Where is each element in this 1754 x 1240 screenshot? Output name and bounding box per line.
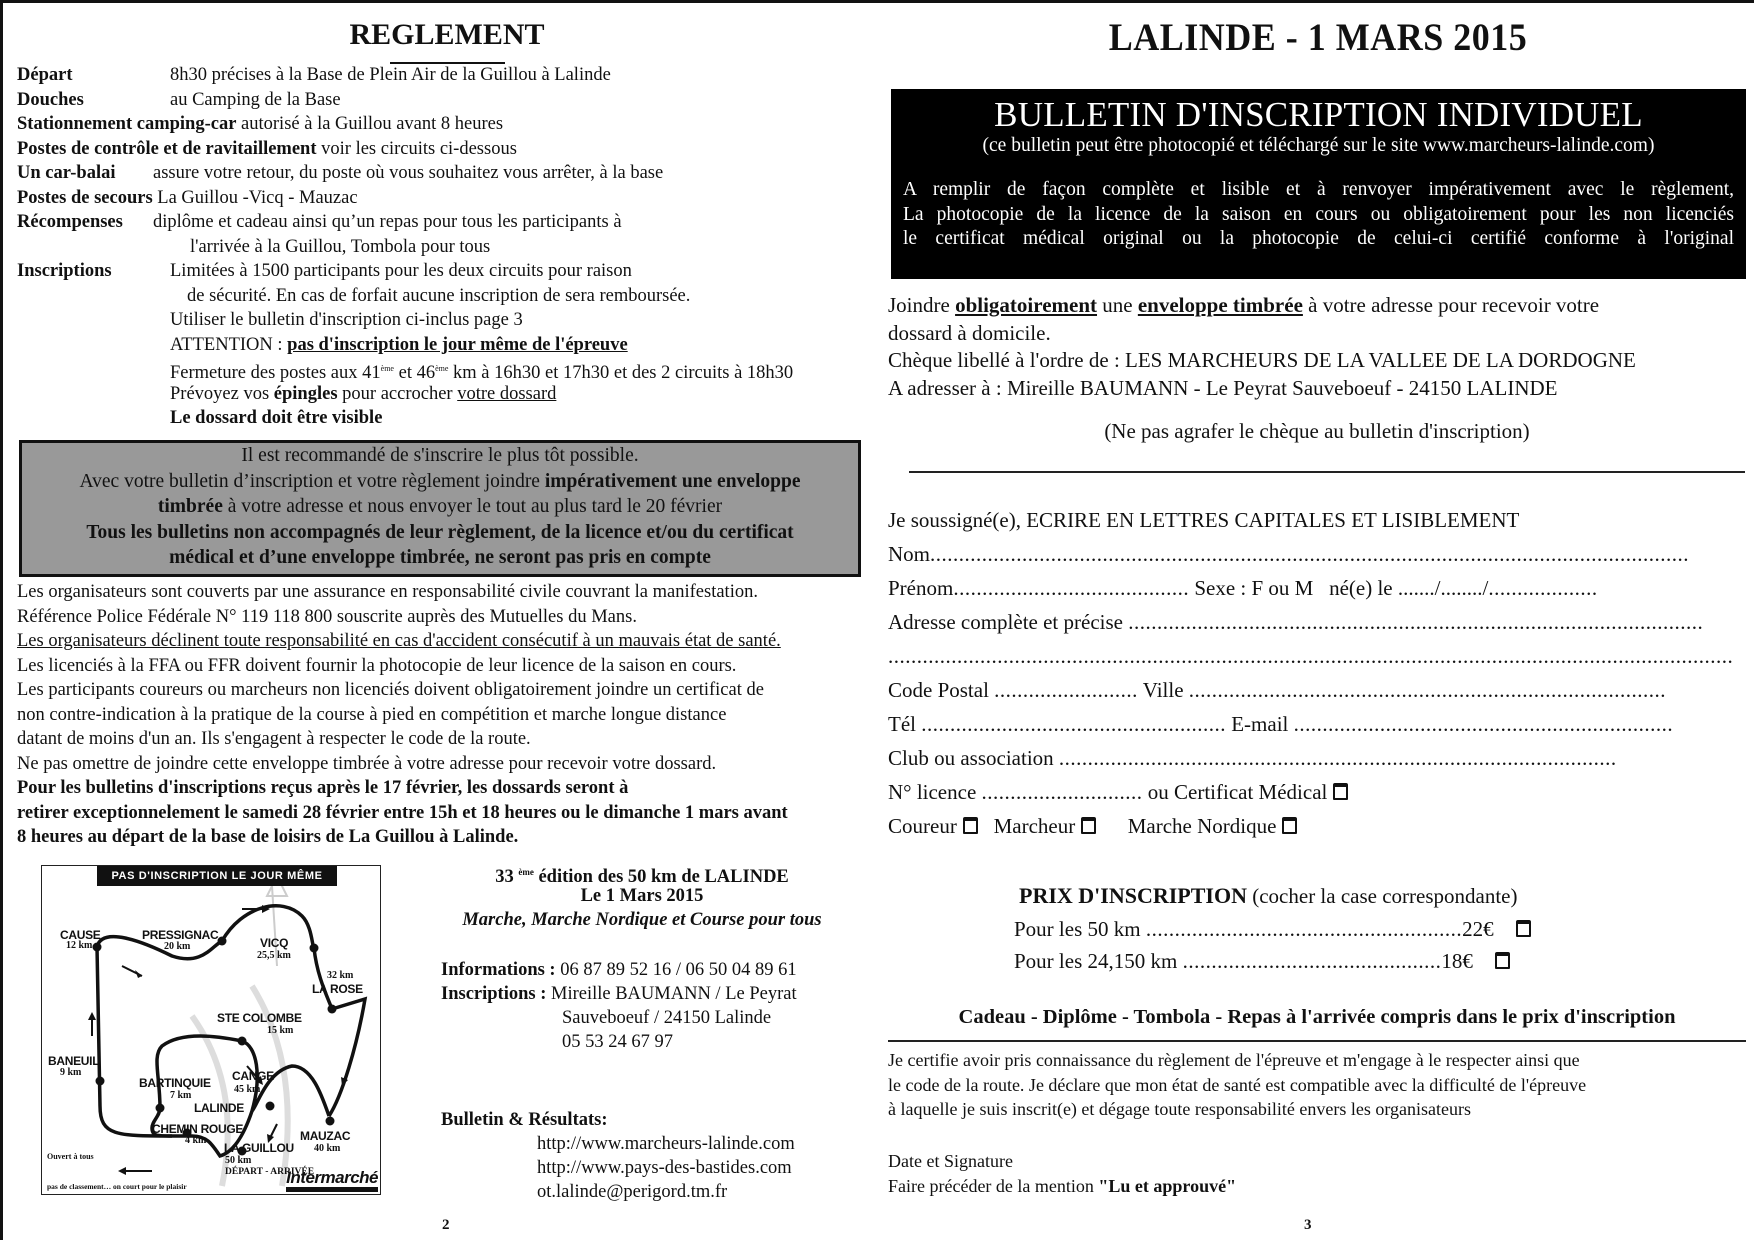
price-label: Pour les 50 km	[1014, 917, 1141, 941]
notice-line: Tous les bulletins non accompagnés de leur règlement, de la licence et/ou du certificat	[86, 521, 794, 543]
event-subtitle: Marche, Marche Nordique et Course pour tous	[462, 910, 822, 930]
form-intro: Je soussigné(e), ECRIRE EN LETTRES CAPITALES ET LISIBLEMENT	[888, 508, 1520, 532]
notice-line	[22, 494, 858, 520]
paragraph: Ne pas omettre de joindre cette enveloppe timbrée à votre adresse pour recevoir votre dossard.	[17, 753, 717, 774]
field-prenom-sexe-naissance[interactable]: Prénom......................................... Sexe : F ou M né(e) le ......./......../...................	[888, 576, 1598, 600]
rule-text: diplôme et cadeau ainsi qu’un repas pour tous les participants à	[153, 212, 622, 232]
notice-text: à votre adresse et nous envoyer le tout au plus tard le 20 février	[222, 496, 723, 517]
inscriptions-line: Utiliser le bulletin d'inscription ci-inclus page 3	[170, 310, 523, 330]
rule-douches	[17, 88, 341, 113]
map-place-km: 9 km	[60, 1067, 82, 1078]
mention-line	[888, 1174, 1236, 1199]
rule-text: au Camping de la Base	[170, 89, 341, 110]
map-place-name: BARTINQUIE	[139, 1076, 211, 1090]
notice-line: médical et d’une enveloppe timbrée, ne seront pas pris en compte	[169, 547, 711, 568]
prices-title	[1019, 882, 1518, 911]
field-tel-email[interactable]: Tél ..................................................... E-mail ..................................................................	[888, 712, 1674, 736]
map-place-name: LA ROSE	[312, 982, 363, 996]
checkbox-label: Marche Nordique	[1127, 814, 1277, 838]
price-value: 22€	[1462, 917, 1494, 941]
bulletin-subtitle: (ce bulletin peut être photocopié et téléchargé sur le site www.marcheurs-lalinde.com)	[982, 135, 1655, 156]
epingles-line	[170, 382, 556, 407]
inscriptions-address: Sauveboeuf / 24150 Lalinde	[562, 1008, 772, 1028]
page-number: 3	[1304, 1217, 1312, 1233]
results-label: Bulletin & Résultats:	[441, 1110, 608, 1130]
instruction-line: La photocopie de la licence de la saison en cours ou obligatoirement pour les non licenciés	[903, 203, 1734, 225]
map-place-name: CANGE	[232, 1069, 274, 1083]
field-label: N° licence	[888, 780, 977, 804]
map-open-note: Ouvert à tous	[47, 1152, 94, 1161]
page-border-left	[0, 0, 3, 1240]
cheque-order: Chèque libellé à l'ordre de : LES MARCHEURS DE LA VALLEE DE LA DORDOGNE	[888, 348, 1636, 372]
rule-stationnement	[17, 112, 503, 137]
rule-text: La Guillou -Vicq - Mauzac	[157, 187, 358, 208]
email-link[interactable]: ot.lalinde@perigord.tm.fr	[537, 1182, 728, 1202]
attention-text: pas d'inscription le jour même de l'épreuve	[287, 334, 628, 355]
inscriptions-line: de sécurité. En cas de forfait aucune inscription de sera remboursée.	[187, 285, 691, 306]
rule-label: Inscriptions	[17, 261, 112, 281]
attention-prefix: ATTENTION :	[170, 334, 288, 355]
map-place-km: 12 km	[66, 940, 93, 951]
map-place-name: 20 km	[164, 941, 191, 952]
right-page	[888, 0, 1748, 1240]
edition-number: 33	[495, 867, 514, 888]
rule-text-cont: l'arrivée à la Guillou, Tombola pour tous	[190, 236, 491, 257]
paragraph: Les organisateurs sont couverts par une assurance en responsabilité civile couvrant la manifestation.	[17, 582, 758, 602]
fermeture-text: et 46	[393, 363, 436, 384]
notice-bold: impérativement une enveloppe	[544, 470, 801, 492]
map-place-name: CAUSE	[60, 928, 101, 942]
bold-paragraph: 8 heures au départ de la base de loisirs de La Guillou à Lalinde.	[17, 827, 519, 847]
course-map	[41, 865, 381, 1195]
coureur-checkbox[interactable]	[963, 817, 978, 834]
map-place-name: MAUZAC	[300, 1129, 351, 1143]
price-value: 18€	[1441, 949, 1473, 973]
event-date: Le 1 Mars 2015	[580, 886, 704, 906]
certify-line: le code de la route. Je déclare que mon état de santé est compatible avec la difficulté de l'épreuve	[888, 1074, 1587, 1095]
field-adresse-line2[interactable]: ...................................................................................................................................................	[888, 644, 1734, 668]
checkbox-label: Coureur	[888, 814, 957, 838]
superscript: ème	[518, 867, 534, 877]
page-number: 2	[442, 1217, 450, 1233]
field-label: Sexe : F ou M	[1194, 576, 1314, 600]
reglement-title: REGLEMENT	[349, 18, 545, 51]
link-marcheurs[interactable]: http://www.marcheurs-lalinde.com	[537, 1134, 795, 1154]
map-place-km: 32 km	[327, 970, 354, 981]
certify-line: à laquelle je suis inscrit(e) et dégage toute responsabilité envers les organisateurs	[888, 1099, 1471, 1119]
dots: ....................................................................................................................................	[930, 542, 1689, 566]
dossard-visible: Le dossard doit être visible	[170, 408, 383, 428]
notice-bold: timbrée	[157, 496, 223, 517]
inscriptions-phone: 05 53 24 67 97	[562, 1032, 673, 1052]
rule-depart	[17, 63, 611, 88]
fermeture-text: km à 16h30 et 17h30 et des 2 circuits à 18h30	[448, 363, 794, 384]
rule-text: voir les circuits ci-dessous	[321, 138, 517, 159]
price-24km-checkbox[interactable]	[1495, 952, 1510, 969]
notice-box	[19, 440, 861, 577]
inscriptions-line	[441, 982, 797, 1006]
epingles-text: Prévoyez vos	[170, 383, 274, 404]
notice-line: Il est recommandé de s'inscrire le plus tôt possible.	[241, 445, 639, 466]
map-place-name: BANEUIL	[48, 1054, 100, 1068]
field-label: Ville	[1142, 678, 1184, 702]
price-label: Pour les 24,150 km	[1014, 949, 1178, 973]
joindre-bold: enveloppe timbrée	[1137, 293, 1303, 317]
marcheur-checkbox[interactable]	[1081, 817, 1096, 834]
rule-label: Récompenses	[17, 212, 123, 232]
info-line	[441, 958, 797, 982]
paragraph: datant de moins d'un an. Ils s'engagent à respecter le code de la route.	[17, 729, 531, 749]
map-place-km: 7 km	[170, 1090, 192, 1101]
superscript: ème	[435, 364, 449, 373]
send-address: A adresser à : Mireille BAUMANN - Le Peyrat Sauveboeuf - 24150 LALINDE	[888, 375, 1558, 400]
certificat-checkbox[interactable]	[1333, 783, 1348, 800]
bold-paragraph: Pour les bulletins d'inscriptions reçus après le 17 février, les dossards seront à	[17, 778, 629, 798]
rule-text: 8h30 précises à la Base de Plein Air de la Guillou à Lalinde	[170, 65, 611, 85]
prices-note: (cocher la case correspondante)	[1246, 884, 1518, 908]
notice-text: Avec votre bulletin d’inscription et votre règlement joindre	[79, 470, 545, 492]
map-place-km: 50 km	[225, 1155, 252, 1166]
map-no-ranking-note: pas de classement… on court pour le plaisir	[47, 1182, 187, 1191]
rule-recompenses	[17, 210, 622, 257]
field-label: Club ou association	[888, 746, 1054, 770]
bulletin-instructions	[891, 178, 1746, 252]
map-place-name: STE COLOMBE	[217, 1011, 302, 1025]
joindre-text: à votre adresse pour recevoir votre	[1302, 293, 1600, 317]
rule-label: Postes de contrôle et de ravitaillement	[17, 138, 317, 159]
map-place-name: LA GUILLOU	[224, 1141, 294, 1155]
epingles-bold: épingles	[273, 383, 338, 404]
price-50km-checkbox[interactable]	[1516, 920, 1531, 937]
rule-text: autorisé à la Guillou avant 8 heures	[241, 114, 504, 134]
field-label: E-mail	[1231, 712, 1289, 736]
event-title: LALINDE - 1 MARS 2015	[1108, 15, 1528, 59]
map-place-name: LALINDE	[194, 1101, 244, 1115]
rule-secours	[17, 186, 358, 211]
fermeture-text: Fermeture des postes aux 41	[170, 363, 381, 384]
map-place-name: VICQ	[260, 936, 289, 950]
paragraph: Les participants coureurs ou marcheurs non licenciés doivent obligatoirement joindre un certificat de	[17, 680, 764, 700]
map-place-name: CHEMIN ROUGE	[152, 1122, 244, 1136]
depart-arrivee: DÉPART - ARRIVÉE	[225, 1167, 315, 1177]
route-line	[97, 906, 365, 1156]
price-row-50km: Pour les 50 km .......................................................22€	[1014, 916, 1531, 944]
joindre-text: Joindre	[888, 293, 956, 317]
field-nom[interactable]	[888, 539, 1746, 569]
rule-inscriptions	[17, 259, 794, 428]
joindre-text: une	[1097, 293, 1138, 317]
inscriptions-label: Inscriptions :	[441, 984, 551, 1004]
map-place-km: 25,5 km	[257, 950, 291, 961]
rule-label: Stationnement camping-car	[17, 114, 237, 134]
map-place-km: 45 km	[234, 1084, 261, 1095]
rule-car-balai	[17, 161, 664, 186]
rule-label: Postes de secours	[17, 187, 153, 208]
field-club[interactable]: Club ou association .................................................................................................	[888, 746, 1617, 770]
field-label: Prénom	[888, 576, 954, 600]
attention-line	[170, 333, 628, 358]
inscriptions-address: Mireille BAUMANN / Le Peyrat	[551, 984, 797, 1004]
field-label: Tél	[888, 712, 916, 736]
rule-text: assure votre retour, du poste où vous souhaitez vous arrêter, à la base	[153, 163, 664, 183]
date-placeholder: ......./......../	[1397, 576, 1489, 600]
field-label: Adresse complète et précise	[888, 610, 1123, 634]
inscriptions-line: Limitées à 1500 participants pour les deux circuits pour raison	[170, 261, 632, 281]
joindre-bold: obligatoirement	[955, 293, 1098, 317]
paragraph: non contre-indication à la pratique de la course à pied en compétition et marche longue distance	[17, 704, 727, 725]
edition-text: édition des 50 km de LALINDE	[533, 867, 789, 888]
field-category	[888, 811, 1746, 841]
checkbox-label: Marcheur	[993, 814, 1076, 838]
field-label: Nom	[888, 542, 930, 566]
divider	[909, 471, 1745, 473]
marche-nordique-checkbox[interactable]	[1282, 817, 1297, 834]
info-label: Informations :	[441, 960, 561, 980]
info-phones: 06 87 89 52 16 / 06 50 04 89 61	[560, 960, 797, 980]
rule-label: Douches	[17, 89, 84, 110]
superscript: ème	[380, 364, 394, 373]
map-place-km: 40 km	[314, 1143, 341, 1154]
no-staple-note: (Ne pas agrafer le chèque au bulletin d'inscription)	[1104, 419, 1530, 443]
bulletin-title: BULLETIN D'INSCRIPTION INDIVIDUEL	[994, 95, 1643, 134]
signature-label: Date et Signature	[888, 1151, 1013, 1171]
rule-label: Un car-balai	[17, 163, 116, 183]
divider	[888, 1040, 1746, 1042]
field-label: né(e) le	[1329, 576, 1393, 600]
price-row-24km: Pour les 24,150 km .............................................18€	[1014, 948, 1510, 976]
epingles-text: pour accrocher	[337, 383, 458, 404]
field-label: ou Certificat Médical	[1147, 780, 1328, 804]
joindre-line	[888, 292, 1599, 320]
field-licence[interactable]: N° licence ............................ ou Certificat Médical	[888, 777, 1746, 807]
mention-bold: "Lu et approuvé"	[1098, 1175, 1237, 1196]
paragraph: Référence Police Fédérale N° 119 118 800 souscrite auprès des Mutuelles du Mans.	[17, 606, 637, 627]
paragraph: Les licenciés à la FFA ou FFR doivent fournir la photocopie de leur licence de la saison en cours.	[17, 655, 737, 676]
joindre-line2: dossard à domicile.	[888, 320, 1051, 345]
field-adresse[interactable]: Adresse complète et précise ....................................................................................................	[888, 610, 1704, 634]
map-place-name: PRESSIGNAC	[142, 928, 219, 942]
mention-text: Faire précéder de la mention	[888, 1175, 1099, 1196]
field-label: Code Postal	[888, 678, 989, 702]
left-page	[17, 0, 862, 1240]
instruction-line: le certificat médical original ou la photocopie de celui-ci certifié conforme à l'original	[903, 228, 1734, 249]
instruction-line: A remplir de façon complète et lisible et à renvoyer impérativement avec le règlement,	[903, 179, 1734, 200]
paragraph-disclaimer: Les organisateurs déclinent toute responsabilité en cas d'accident consécutif à un mauvais état de santé.	[17, 631, 781, 651]
included-items: Cadeau - Diplôme - Tombola - Repas à l'arrivée compris dans le prix d'inscription	[958, 1006, 1676, 1028]
prices-heading: PRIX D'INSCRIPTION	[1019, 883, 1247, 908]
map-banner: PAS D'INSCRIPTION LE JOUR MÊME	[97, 866, 337, 886]
rule-label: Départ	[17, 65, 73, 85]
notice-line	[22, 469, 858, 495]
certify-line: Je certifie avoir pris connaissance du règlement de l'épreuve et m'engage à le respecter ainsi que	[888, 1050, 1580, 1070]
bold-paragraph: retirer exceptionnelement le samedi 28 février entre 15h et 18 heures ou le dimanche 1 mars avant	[17, 802, 788, 823]
link-pays-des-bastides[interactable]: http://www.pays-des-bastides.com	[537, 1158, 792, 1178]
rule-postes-controle	[17, 137, 517, 162]
bulletin-header-box	[891, 89, 1746, 279]
map-place-km: 15 km	[267, 1025, 294, 1036]
field-code-postal-ville[interactable]: Code Postal ......................... Ville ...................................................................................	[888, 678, 1667, 702]
map-place-km: 4 km	[185, 1135, 207, 1146]
intermarche-logo: Intermarché	[286, 1169, 378, 1192]
votre-dossard: votre dossard	[457, 383, 557, 404]
